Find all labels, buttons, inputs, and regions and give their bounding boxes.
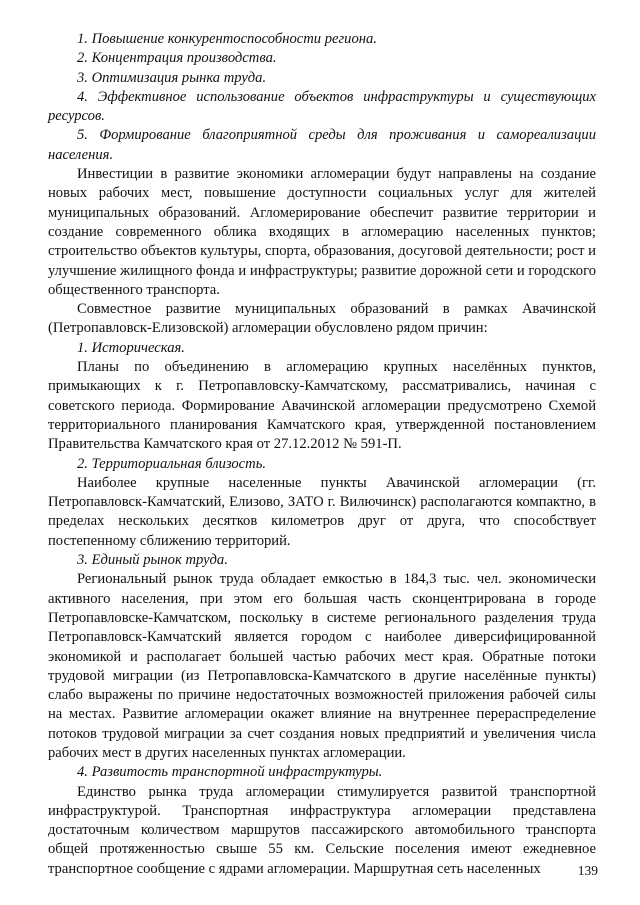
goal-item-1: 1. Повышение конкурентоспособности региона. [77,31,377,47]
goal-item-3: 3. Оптимизация рынка труда. [77,69,267,86]
reason-1-heading: 1. Историческая. [77,339,185,356]
goal-item-2: 2. Концентрация производства. [77,50,277,67]
goal-item-5: 5. Формирование благоприятной среды для проживания и самореализации населения. [48,127,596,163]
goal-item-4: 4. Эффективное использование объектов инфраструктуры и существующих ресурсов. [48,88,596,125]
reason-3-text: Региональный рынок труда обладает емкостью в 184,3 тыс. чел. экономически активного населения, при этом его большая часть сконцентрирована в городе Петропавловске-Камчатском, поскольку в системе регионального разделения труда Петропавловск-Камчатский является городом с наиболее диверсифицированной экономикой и располагает большей частью рабочих мест края. Обратные потоки трудовой миграции (из Петропавловска-Камчатского в другие населённые пункты) слабо выражены по причине недостаточных возможностей приложения рабочей силы на местах. Развитие агломерации окажет влияние на внутреннее перераспределение потоков трудовой миграции за счет создания новых предприятий и увеличения числа рабочих мест в других населенных пунктах агломерации. [48,571,596,761]
page-number: 139 [577,863,598,878]
reason-4-heading: 4. Развитость транспортной инфраструктуры. [77,764,383,781]
paragraph-investments: Инвестиции в развитие экономики агломерации будут направлены на создание новых рабочих мест, повышение доступности социальных услуг для жителей муниципальных образований. Агломерирование обеспечит развитие территории и создание современного облика входящих в агломерацию населенных пунктов; строительство объектов культуры, спорта, образования, досуговой деятельности; рост и улучшение жилищного фонда и инфраструктуры; развитие дорожной сети и городского общественного транспорта. [48,166,596,298]
paragraph-joint-development: Совместное развитие муниципальных образований в рамках Авачинской (Петропавловск-Елизовской) агломерации обусловлено рядом причин: [48,301,596,337]
reason-2-text: Наиболее крупные населенные пункты Авачинской агломерации (гг. Петропавловск-Камчатский, Елизово, ЗАТО г. Вилючинск) располагаются компактно, в пределах нескольких десятков километров друг от друга, что способствует постепенному сближению территорий. [48,474,596,549]
reason-2-heading: 2. Территориальная близость. [77,455,266,472]
document-page [48,30,596,879]
reason-3-heading: 3. Единый рынок труда. [77,552,228,569]
reason-4-text: Единство рынка труда агломерации стимулируется развитой транспортной инфраструктурой. Транспортная инфраструктура агломерации представлена достаточным количеством маршрутов пассажирского автомобильного транспорта общей протяженностью свыше 55 км. Сельские поселения имеют ежедневное транспортное сообщение с ядрами агломерации. Маршрутная сеть населенных [48,783,596,877]
reason-1-text: Планы по объединению в агломерацию крупных населённых пунктов, примыкающих к г. Петропавловску-Камчатскому, рассматривались, начиная с советского периода. Формирование Авачинской агломерации предусмотрено Схемой территориального планирования Камчатского края, утвержденной постановлением Правительства Камчатского края от 27.12.2012 № 591-П. [48,359,596,453]
